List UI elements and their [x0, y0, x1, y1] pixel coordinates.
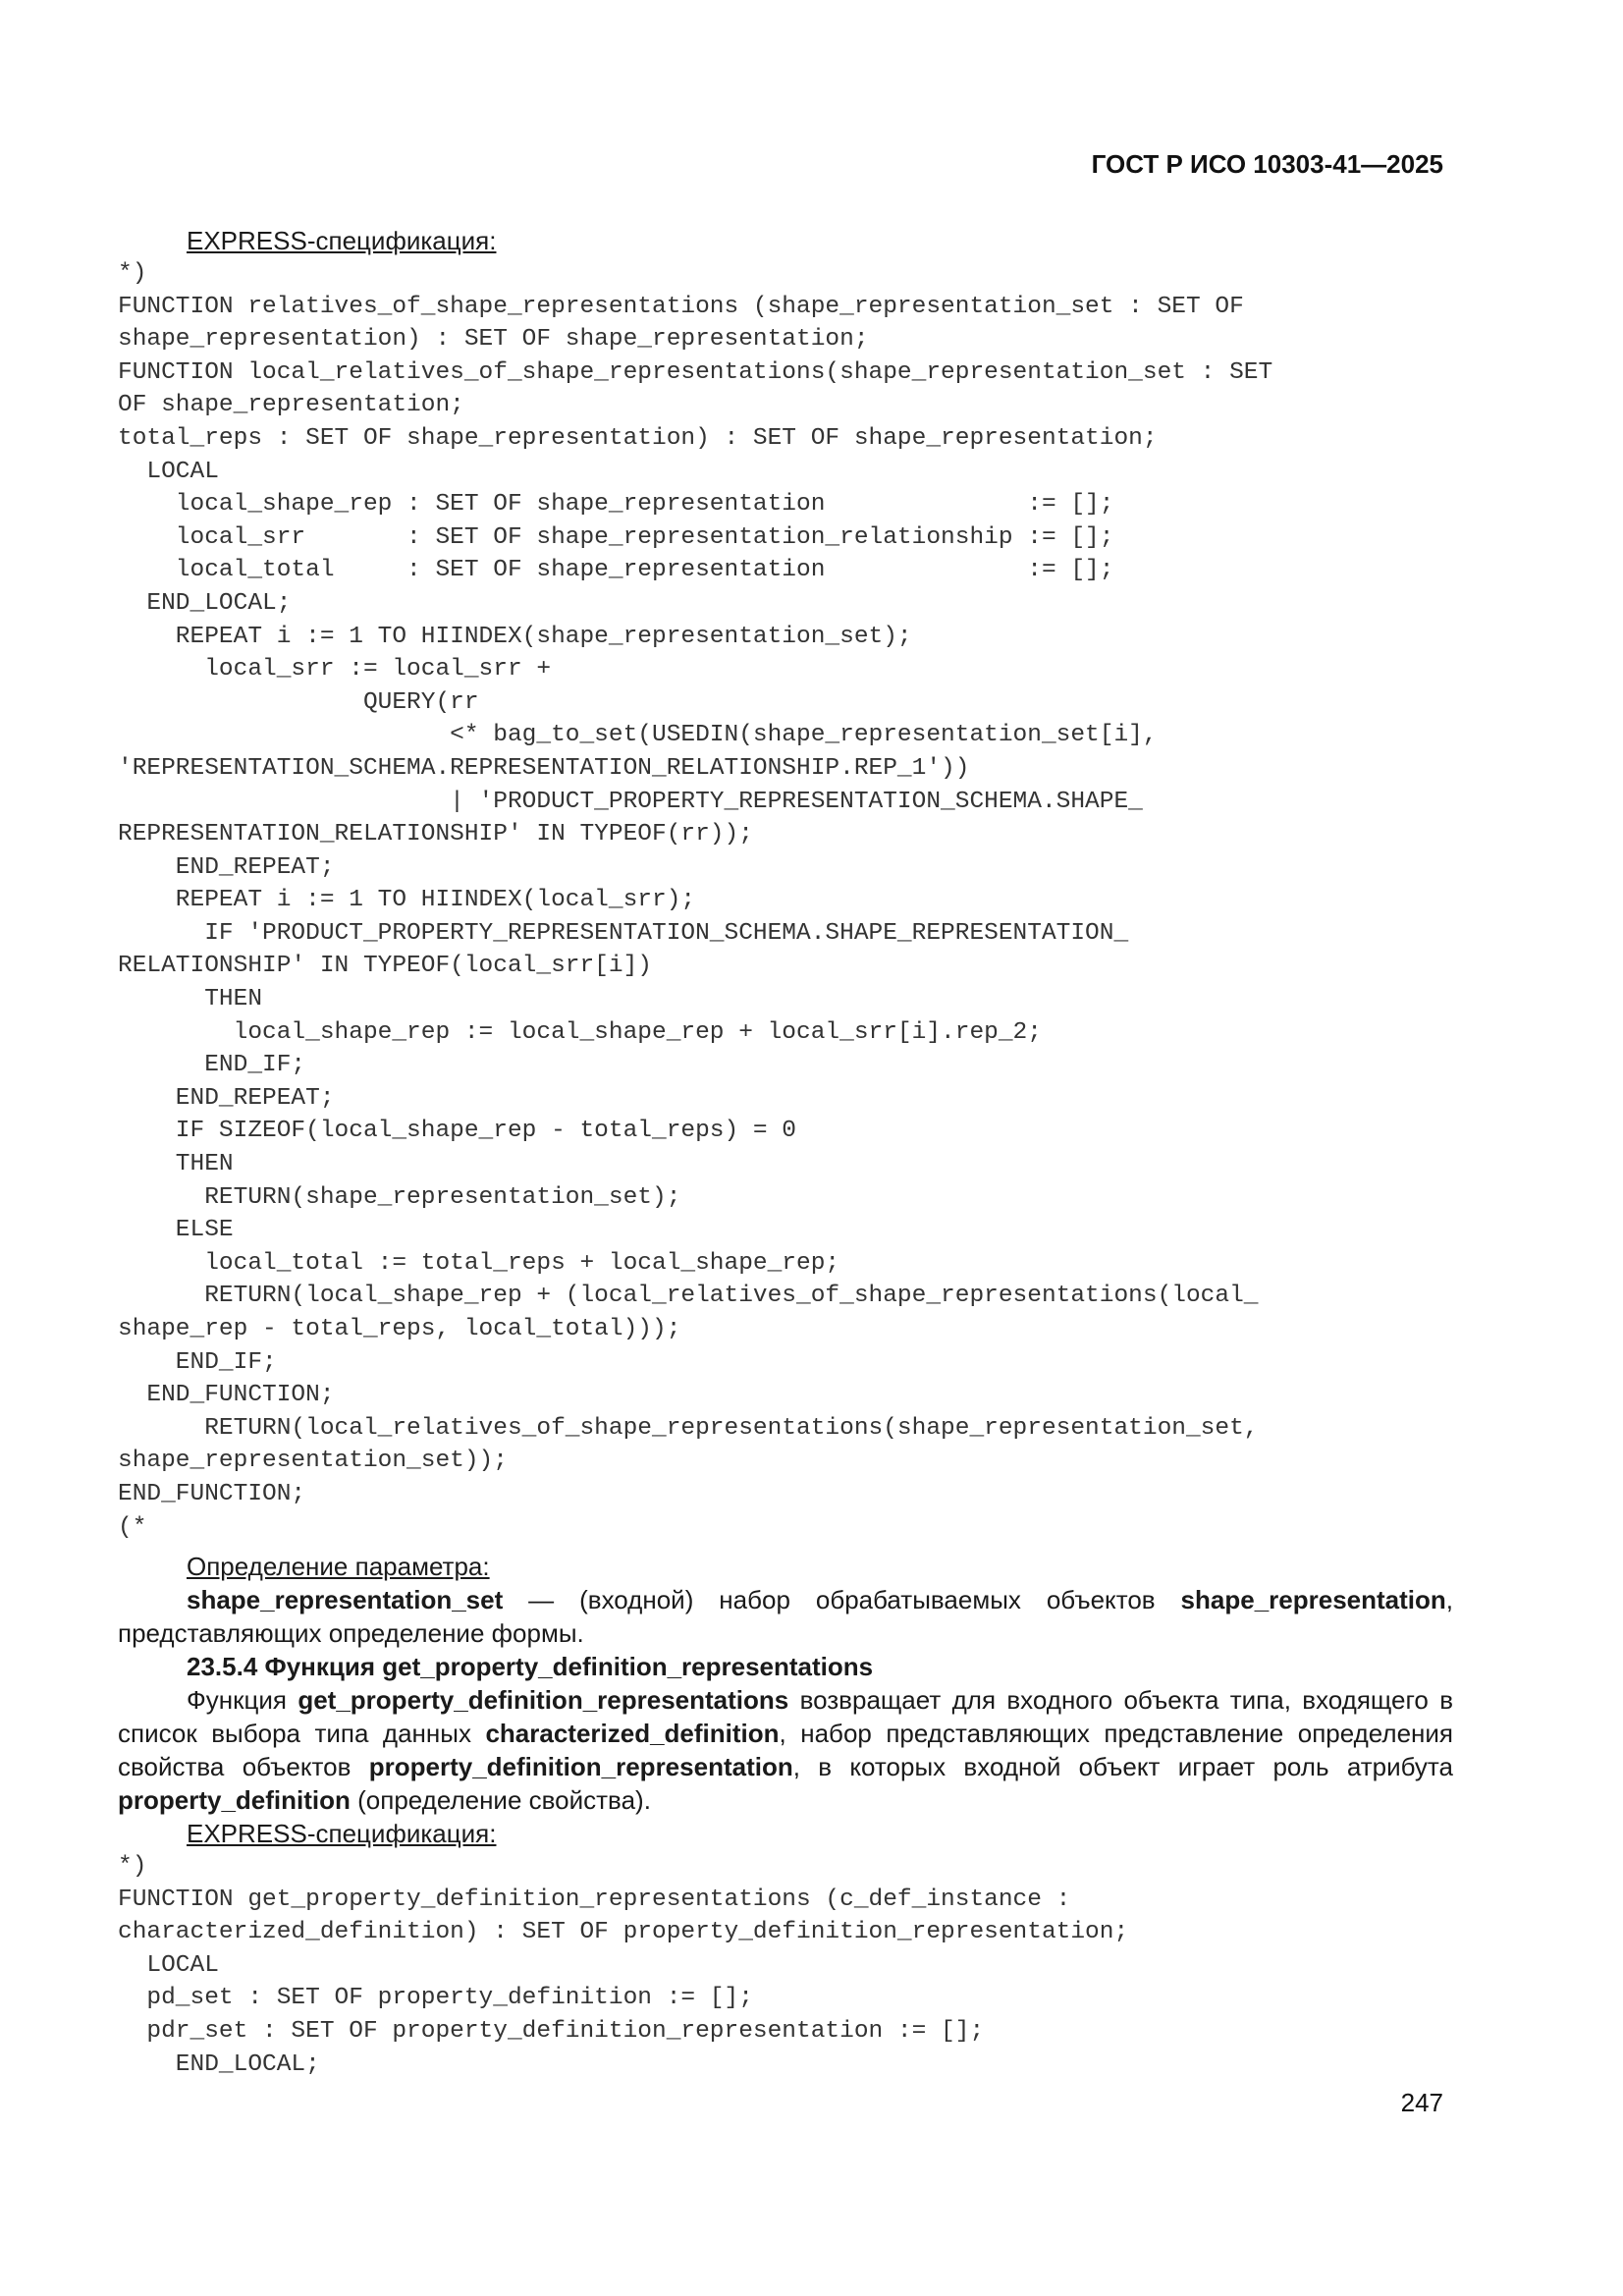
express-spec-label-text: EXPRESS-спецификация: [187, 226, 497, 255]
desc-intro: Функция [187, 1685, 298, 1715]
desc-type-name: characterized_definition [485, 1719, 780, 1748]
express-spec-label [118, 224, 1453, 257]
desc-attr-name: property_definition [118, 1785, 351, 1815]
param-name: shape_representation_set [187, 1585, 504, 1614]
desc-end: (определение свойства). [350, 1785, 651, 1815]
desc-entity-name: property_definition_representation [368, 1752, 793, 1781]
desc-function-name: get_property_definition_representations [298, 1685, 789, 1715]
param-type-name: shape_representation [1180, 1585, 1446, 1614]
parameter-definition-block [118, 1550, 1453, 1650]
desc-mid-1: возвращает для входного объекта типа, входящего в список выбора типа данных [118, 1685, 1454, 1748]
section-heading: 23.5.4 Функция get_property_definition_representations [187, 1652, 874, 1681]
express-code-block-2: *) FUNCTION get_property_definition_representations (c_def_instance : characterized_definition) : SET OF property_definition_representation; LOCAL pd_set : SET OF property_definition := []; pdr_set : SET OF property_definition_representation := []; END_LOCAL; [118, 1853, 1129, 2078]
section-23-5-4 [118, 1650, 1453, 2081]
section-description [118, 1683, 1453, 1817]
desc-mid-3: , в которых входной объект играет роль атрибута [792, 1752, 1454, 1781]
page-number: 247 [1400, 2088, 1443, 2117]
desc-mid-2: , набор представляющих представление определения свойства объектов [118, 1719, 1453, 1781]
param-def-paragraph [118, 1583, 1453, 1650]
express-spec-block-1 [118, 224, 1453, 1544]
express-spec-label-2-text: EXPRESS-спецификация: [187, 1819, 497, 1848]
express-spec-label-2 [118, 1817, 1453, 1850]
document-header: ГОСТ Р ИСО 10303-41—2025 [1091, 149, 1443, 179]
param-text-before: — (входной) набор обрабатываемых объектов [503, 1585, 1181, 1614]
param-text-after: , представляющих определение формы. [118, 1585, 1453, 1648]
param-def-label [118, 1550, 1453, 1583]
express-code-block: *) FUNCTION relatives_of_shape_representations (shape_representation_set : SET OF shape_representation) : SET OF shape_representation; FUNCTION local_relatives_of_shape_representations(shape_representation_set : SET OF shape_representation; total_reps : SET OF shape_representation) : SET OF shape_representation; LOCAL local_shape_rep : SET OF shape_representation := []; local_srr : SET OF shape_representation_relationship := []; local_total : SET OF shape_representation := []; END_LOCAL; REPEAT i := 1 TO HIINDEX(shape_representation_set); local_srr := local_srr + QUERY(rr <* bag_to_set(USEDIN(shape_representation_set[i], 'REPRESENTATION_SCHEMA.REPRESENTATION_RELATIONSHIP.REP_1')) | 'PRODUCT_PROPERTY_REPRESENTATION_SCHEMA.SHAPE_ REPRESENTATION_RELATIONSHIP' IN TYPEOF(rr)); END_REPEAT; REPEAT i := 1 TO HIINDEX(local_srr); IF 'PRODUCT_PROPERTY_REPRESENTATION_SCHEMA.SHAPE_REPRESENTATION_ RELATIONSHIP' IN TYPEOF(local_srr[i]) THEN local_shape_rep := local_shape_rep + local_srr[i].rep_2; END_IF; END_REPEAT; IF SIZEOF(local_shape_rep - total_reps) = 0 THEN RETURN(shape_representation_set); ELSE local_total := total_reps + local_shape_rep; RETURN(local_shape_rep + (local_relatives_of_shape_representations(local_ shape_rep - total_reps, local_total))); END_IF; END_FUNCTION; RETURN(local_relatives_of_shape_representations(shape_representation_set, shape_representation_set)); END_FUNCTION; (* [118, 260, 1273, 1541]
param-def-label-text: Определение параметра: [187, 1552, 490, 1581]
